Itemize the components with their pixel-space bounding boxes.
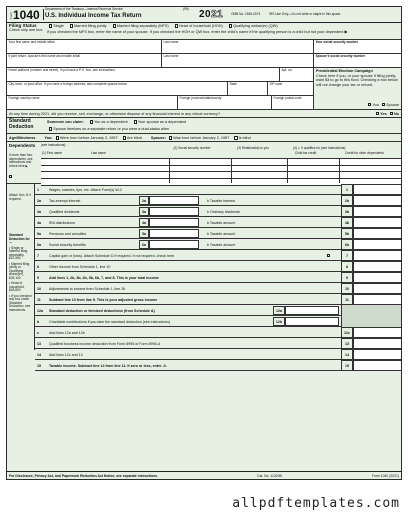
age-you-blind-checkbox[interactable] [123, 136, 126, 139]
line-b-label: b Taxable amount [207, 220, 236, 225]
spouse-first-label: If joint return, spouse's first name and middle initial [8, 54, 80, 58]
virtual-no: No [393, 111, 399, 116]
state-label: State [229, 82, 237, 86]
line-b-label: b Taxable amount [207, 231, 236, 236]
amount-field[interactable] [353, 327, 402, 338]
line-number-box: 12a [273, 306, 285, 315]
spouse-ssn-field[interactable] [313, 54, 401, 67]
line-label: Charitable contributions if you take the standard deduction (see instructions) [49, 319, 171, 324]
watermark-text: allpdftemplates.com [232, 496, 400, 511]
age-you-born-checkbox[interactable] [56, 136, 59, 139]
income-lines [35, 184, 401, 374]
omb-number: OMB No. 1545-0074 [231, 12, 261, 16]
line-label: Add lines 12c and 13 [49, 352, 83, 357]
amount-field[interactable] [353, 184, 402, 195]
line-number-box: 3b [341, 206, 353, 217]
line-label: Standard deduction or itemized deductions (from Schedule A) [49, 308, 155, 313]
address-field[interactable] [7, 68, 279, 81]
line-label: Wages, salaries, tips, etc. Attach Form(s) W-2 [49, 187, 122, 192]
footer-form: Form 1040 (2021) [371, 473, 399, 478]
spouse-last-label: Last name [163, 54, 179, 58]
income-line [35, 338, 401, 349]
std-spouse-dependent-checkbox[interactable] [134, 120, 137, 123]
income-line [35, 272, 401, 283]
line-label: Other income from Schedule 1, line 10 [49, 264, 111, 269]
age-spouse-born-checkbox[interactable] [169, 136, 172, 139]
line-number: 12a [37, 308, 43, 313]
line-number: 5a [37, 231, 41, 236]
line-label: Social security benefits [49, 242, 86, 247]
income-line [35, 305, 401, 316]
age-you-blind: Are blind [126, 136, 142, 140]
amount-field[interactable] [353, 261, 402, 272]
line-number: 3a [37, 209, 41, 214]
amount-field[interactable] [353, 294, 402, 305]
address-label: Home address (number and street). If you have a P.O. box, see instructions. [8, 68, 116, 72]
footer-cat: Cat. No. 11320B [257, 473, 282, 478]
line-label: Taxable income. Subtract line 14 from line 11. If zero or less, enter -0- [49, 363, 167, 368]
line-number-box: 6a [139, 240, 149, 249]
virtual-yes: Yes [380, 111, 387, 116]
line-number-box: 15 [341, 360, 353, 371]
campaign-you: You [372, 102, 379, 107]
line-b-label: b Taxable interest [207, 198, 236, 203]
dep-col-ctc: Child tax credit [295, 151, 317, 155]
line-number: 11 [37, 297, 41, 302]
income-line [35, 206, 401, 217]
last-name-field[interactable] [161, 40, 313, 53]
age-you: You: [44, 136, 53, 140]
line-label: Adjustments to income from Schedule 1, line 26 [49, 286, 126, 291]
year-suffix: 21 [211, 9, 224, 20]
line-label: Capital gain or (loss). Attach Schedule D if required. If not required, check here [49, 253, 175, 258]
dependents-see: (see instructions): [41, 143, 67, 147]
province-label: Foreign province/state/county [179, 96, 222, 100]
std-side-item: • Married filing jointly or Qualifying widow(er), $25,100 [9, 261, 30, 280]
status-mfj: Married filing jointly [74, 24, 107, 28]
attach-note: Attach Sch. B if required. [9, 193, 31, 201]
income-line [35, 316, 401, 327]
line-number: 10 [37, 286, 41, 291]
ssn-field[interactable] [313, 40, 401, 53]
age-you-born: Were born before January 2, 1957 [59, 136, 118, 140]
income-line [35, 327, 401, 338]
shaded-cell [341, 305, 402, 316]
status-single-checkbox[interactable] [49, 24, 52, 27]
form-1040 [6, 6, 402, 480]
spouse-last-field[interactable] [161, 54, 313, 67]
line-number-box: 13 [341, 338, 353, 349]
virtual-currency-row [7, 110, 401, 118]
line-number-box: 14 [341, 349, 353, 360]
line-number-box: 4b [341, 217, 353, 228]
campaign-spouse-checkbox[interactable] [382, 103, 385, 106]
line-number-box: 12c [341, 327, 353, 338]
income-line [35, 294, 401, 305]
line-label: Qualified dividends [49, 209, 80, 214]
form-label: Form [9, 12, 13, 19]
dep-col-first: (1) First name [42, 151, 62, 155]
std-side-title: Standard Deduction for— [9, 233, 30, 245]
line-number-box: 1 [341, 184, 353, 195]
line-label: Pensions and annuities [49, 231, 87, 236]
first-name-label: Your first name and middle initial [8, 40, 55, 44]
std-side-item: • Single or Married filing separately, $12,550 [9, 245, 28, 261]
line-number: b [37, 319, 40, 324]
std-claim: Someone can claim: [47, 120, 84, 124]
amount-field[interactable] [149, 229, 199, 238]
line-number: 13 [37, 341, 41, 346]
dependents-table [41, 146, 401, 183]
campaign-text: Check here if you, or your spouse if filing jointly, want $3 to go to this fund. Checking a box below will not change your tax or refund. [316, 74, 398, 87]
spouse-name-row [7, 54, 401, 68]
line-number-box: 8 [341, 261, 353, 272]
income-line [35, 349, 401, 360]
country-label: Foreign country name [8, 96, 40, 100]
income-line [35, 195, 401, 206]
amount-field[interactable] [353, 206, 402, 217]
line-number-box: 6b [341, 239, 353, 250]
name-row [7, 40, 401, 54]
filing-status-row [7, 22, 401, 40]
std-deduction-label: Standard Deduction [9, 118, 34, 130]
line-label: Add lines 12a and 12b [49, 330, 85, 335]
line-number-box: 12b [273, 317, 285, 326]
amount-field[interactable] [353, 195, 402, 206]
line-number-box: 9 [341, 272, 353, 283]
amount-field[interactable] [149, 218, 199, 227]
spouse-first-field[interactable] [7, 54, 161, 67]
status-mfs: Married filing separately (MFS) [116, 24, 169, 28]
status-hoh-checkbox[interactable] [175, 24, 178, 27]
form-code: (99) [183, 7, 189, 11]
standard-deduction-row [7, 118, 401, 134]
shaded-cell [341, 316, 402, 327]
line-number: 15 [37, 363, 41, 368]
age-spouse-born: Was born before January 2, 1957 [173, 136, 230, 140]
campaign-title: Presidential Election Campaign [316, 69, 373, 73]
std-itemizes: Spouse itemizes on a separate return or you were a dual-status alien [53, 127, 170, 131]
line-number: 8 [37, 264, 39, 269]
city-field[interactable] [7, 82, 227, 95]
line-number: 4a [37, 220, 41, 225]
status-qw-checkbox[interactable] [229, 24, 232, 27]
line-number-box: 10 [341, 283, 353, 294]
ssn-label: Your social security number [315, 40, 359, 44]
filing-status-sub: Check only one box. [9, 28, 44, 32]
amount-field[interactable] [353, 360, 402, 371]
virtual-yes-checkbox[interactable] [376, 112, 379, 115]
amount-field[interactable] [149, 196, 199, 205]
age-spouse: Spouse: [150, 136, 166, 140]
income-line [35, 217, 401, 228]
filing-status-label: Filing Status [9, 23, 37, 28]
amount-field[interactable] [353, 272, 402, 283]
line-label: Subtract line 10 from line 9. This is your adjusted gross income [49, 297, 158, 302]
campaign-spouse: Spouse [386, 102, 399, 107]
income-section [7, 184, 401, 472]
spouse-ssn-label: Spouse's social security number [315, 54, 366, 58]
amount-field[interactable] [353, 338, 402, 349]
std-side-item: • Head of household, $18,800 [9, 281, 25, 293]
irs-use: IRS Use Only—Do not write or staple in this space. [269, 12, 342, 16]
std-sidebar [7, 232, 35, 350]
line-number-box: 4a [139, 218, 149, 227]
line-b-label: b Ordinary dividends [207, 209, 240, 214]
line-number: 2a [37, 198, 41, 203]
footer-notice: For Disclosure, Privacy Act, and Paperwork Reduction Act Notice, see separate instructions. [9, 473, 158, 478]
income-line [35, 239, 401, 250]
line-number: c [37, 330, 39, 335]
dep-col-ssn: (2) Social security number [173, 146, 211, 150]
status-hoh: Head of household (HOH) [178, 24, 223, 28]
age-spouse-blind: Is blind [238, 136, 251, 140]
line-number-box: 7 [341, 250, 353, 261]
amount-field[interactable] [353, 283, 402, 294]
income-line [35, 283, 401, 294]
line-number: 9 [37, 275, 39, 280]
income-line [35, 250, 401, 261]
line-number-box: 11 [341, 294, 353, 305]
year-prefix: 20 [199, 9, 212, 20]
line-number: 1 [37, 187, 39, 192]
dep-col-qual: (4) ✔ if qualifies for (see instructions): [293, 146, 347, 150]
zip-field[interactable] [267, 82, 313, 95]
dependents-side: If more than four dependents, see instructions and check here ▶ [9, 153, 33, 168]
status-qw: Qualifying widow(er) (QW) [233, 24, 278, 28]
first-name-field[interactable] [7, 40, 161, 53]
line-number: 14 [37, 352, 41, 357]
income-line [35, 261, 401, 272]
status-mfj-checkbox[interactable] [70, 24, 73, 27]
amount-field[interactable] [285, 317, 339, 326]
apt-field[interactable] [279, 68, 313, 81]
age-blindness-row [7, 134, 401, 142]
amount-field[interactable] [285, 306, 339, 315]
line-label: IRA distributions [49, 220, 75, 225]
zip-label: ZIP code [269, 82, 283, 86]
postal-field[interactable] [271, 96, 313, 109]
status-mfs-checkbox[interactable] [113, 24, 116, 27]
last-name-label: Last name [163, 40, 179, 44]
income-line [35, 228, 401, 239]
line-label: Add lines 1, 2b, 3b, 4b, 5b, 6b, 7, and 8. This is your total income [49, 275, 159, 280]
attach-sidebar [7, 184, 35, 232]
line-number-box: 3a [139, 207, 149, 216]
line-number-box: 2a [139, 196, 149, 205]
apt-label: Apt. no. [281, 68, 293, 72]
line-label: Tax-exempt interest [49, 198, 81, 203]
amount-field[interactable] [149, 240, 199, 249]
dep-col-last: Last name [91, 151, 106, 155]
income-line [35, 184, 401, 195]
std-you-dependent: You as a dependent [93, 120, 128, 124]
line-number-box: 5b [341, 228, 353, 239]
state-field[interactable] [227, 82, 267, 95]
income-line [35, 360, 401, 371]
dep-col-odc: Credit for other dependents [345, 151, 384, 155]
tax-year [199, 9, 223, 20]
amount-field[interactable] [353, 228, 402, 239]
province-field[interactable] [177, 96, 271, 109]
std-spouse-dependent: Your spouse as a dependent [137, 120, 187, 124]
line-number-box: 2b [341, 195, 353, 206]
line-b-label: b Taxable amount [207, 242, 236, 247]
dept-label: Department of the Treasury—Internal Revenue Service [45, 7, 123, 11]
dependents-label: Dependents [9, 143, 36, 148]
age-spouse-blind-checkbox[interactable] [234, 136, 237, 139]
amount-field[interactable] [353, 250, 402, 261]
form-header [7, 7, 401, 23]
virtual-no-checkbox[interactable] [390, 112, 393, 115]
line-number: 6a [37, 242, 41, 247]
form-title: U.S. Individual Income Tax Return [45, 12, 142, 19]
amount-field[interactable] [353, 239, 402, 250]
dep-col-rel: (3) Relationship to you [237, 146, 269, 150]
std-itemizes-checkbox[interactable] [49, 127, 52, 130]
amount-field[interactable] [353, 349, 402, 360]
form-footer [7, 471, 401, 479]
capital-gain-checkbox[interactable] [327, 254, 330, 257]
postal-label: Foreign postal code [273, 96, 302, 100]
amount-field[interactable] [353, 217, 402, 228]
line-number-box: 5a [139, 229, 149, 238]
country-field[interactable] [7, 96, 177, 109]
std-you-dependent-checkbox[interactable] [90, 120, 93, 123]
status-single: Single [53, 24, 64, 28]
line-label: Qualified business income deduction from Form 8995 or Form 8995-A [49, 341, 161, 346]
std-side-item: • If you checked any box under Standard Deduction, see instructions. [9, 293, 32, 312]
dependents-more-checkbox[interactable] [9, 175, 12, 178]
virtual-question: At any time during 2021, did you receive, sell, exchange, or otherwise dispose of any financial interest in any virtual currency? [9, 112, 221, 116]
form-number: 1040 [13, 8, 40, 22]
amount-field[interactable] [149, 207, 199, 216]
campaign-you-checkbox[interactable] [368, 103, 371, 106]
city-label: City, town, or post office. If you have a foreign address, also complete spaces below. [8, 82, 128, 86]
line-number: 7 [37, 253, 39, 258]
campaign-box [313, 68, 401, 110]
dependents-section [7, 142, 401, 184]
age-label: Age/Blindness [9, 136, 36, 140]
filing-status-note: If you checked the MFS box, enter the name of your spouse. If you checked the HOH or QW box, enter the child's name if the qualifying person is a child but not your dependent ▶ [47, 30, 348, 34]
